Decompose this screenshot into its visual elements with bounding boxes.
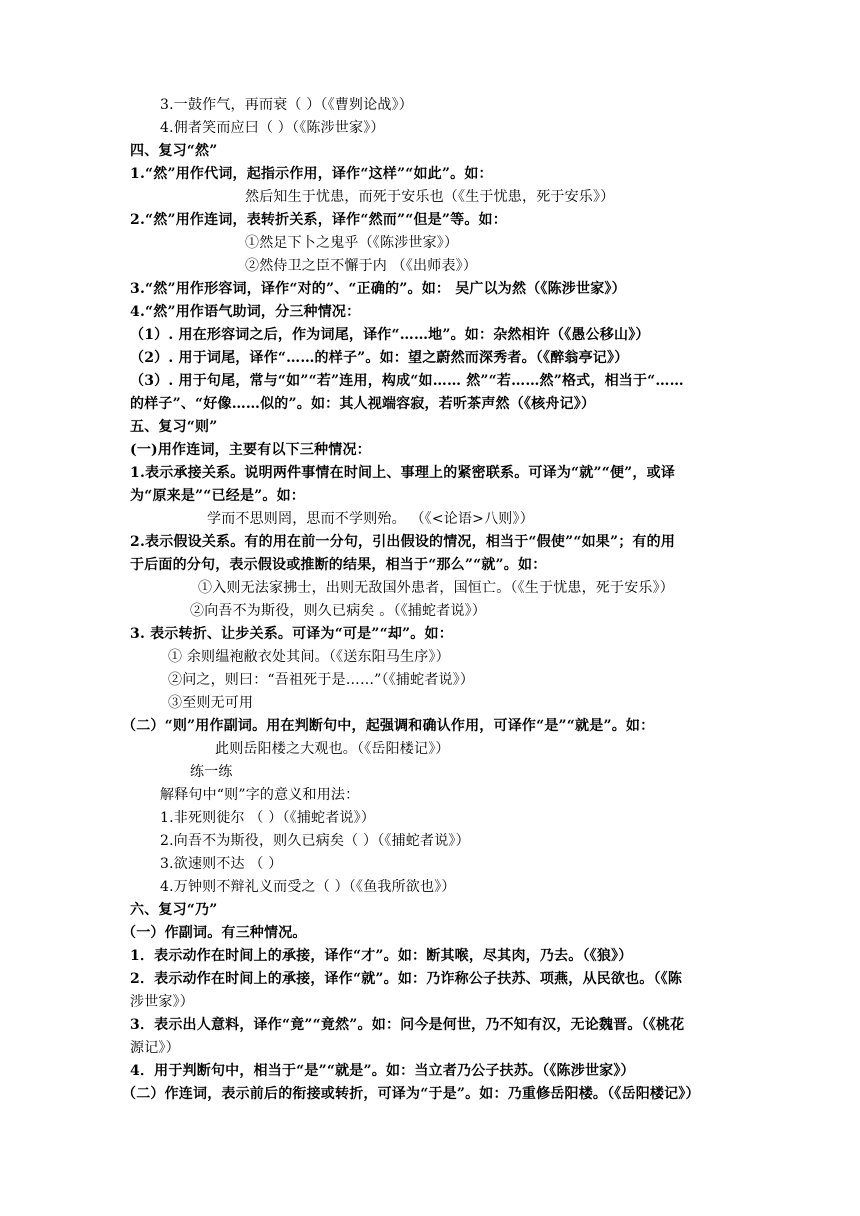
text-line: （3）. 用于句尾，常与“如”“若”连用，构成“如…… 然”“若……然”格式，相当于“……: [130, 373, 684, 389]
text-line: 3.一鼓作气，再而衰（ ）（《曹刿论战》）: [160, 97, 414, 113]
text-line: 五、复习“则”: [130, 419, 218, 435]
text-line: （2）. 用于词尾，译作“……的样子”。如：望之蔚然而深秀者。（《醉翁亭记》）: [130, 350, 629, 366]
text-line: ②问之，则曰：“吾祖死于是……”（《捕蛇者说》）: [168, 672, 475, 688]
text-line: 源记》）: [130, 1040, 180, 1056]
text-line: 1.非死则徙尔 （ ）（《捕蛇者说》）: [160, 810, 376, 826]
text-line: 于后面的分句，表示假设或推断的结果，相当于“那么”“就”。如：: [130, 557, 547, 573]
text-line: ① 余则缊袍敝衣处其间。（《送东阳马生序》）: [168, 649, 450, 665]
text-line: 3. 表示转折、让步关系。可译为“可是”“却”。如：: [130, 626, 453, 642]
text-line: （1）. 用在形容词之后，作为词尾，译作“……地”。如：杂然相许（《愚公移山》）: [130, 327, 650, 343]
text-line: 1.“然”用作代词，起指示作用，译作“这样”“如此”。如：: [130, 166, 493, 182]
text-line: 六、复习“乃”: [130, 902, 218, 918]
text-line: （二）“则”用作副词。用在判断句中，起强调和确认作用，可译作“是”“就是”。如：: [122, 718, 655, 734]
text-line: 1．表示动作在时间上的承接，译作“才”。如：断其喉，尽其肉，乃去。（《狼》）: [130, 948, 633, 964]
text-line: 的样子”、“好像……似的”。如：其人视端容寂，若听茶声然（《核舟记》）: [130, 396, 596, 412]
text-line: 2.“然”用作连词，表转折关系，译作“然而”“但是”等。如：: [130, 212, 507, 228]
text-line: 4.佣者笑而应曰（ ）（《陈涉世家》）: [160, 120, 385, 136]
text-line: ①入则无法家拂士，出则无敌国外患者，国恒亡。（《生于忧患，死于安乐》）: [198, 580, 674, 596]
text-line: 4.万钟则不辩礼义而受之（ ）（《鱼我所欲也》）: [160, 879, 456, 895]
text-line: ①然足下卜之鬼乎（《陈涉世家》）: [245, 235, 459, 251]
text-line: 此则岳阳楼之大观也。（《岳阳楼记》）: [215, 741, 450, 757]
text-line: ③至则无可用: [168, 695, 254, 711]
text-line: 4．用于判断句中，相当于“是”“就是”。如：当立者乃公子扶苏。（《陈涉世家》）: [130, 1063, 635, 1079]
text-line: （一）作副词。有三种情况。: [122, 925, 307, 941]
text-line: 2.表示假设关系。有的用在前一分句，引出假设的情况，相当于“假使”“如果”；有的用: [130, 534, 676, 550]
text-line: 练一练: [190, 764, 233, 780]
text-line: 为“原来是”“已经是”。如：: [130, 488, 306, 504]
text-line: 涉世家》）: [130, 994, 194, 1010]
text-line: 4.“然”用作语气助词，分三种情况：: [130, 304, 361, 320]
text-line: 四、复习“然”: [130, 143, 218, 159]
text-line: 3.“然”用作形容词，译作“对的”、“正确的”。如： 吴广以为然（《陈涉世家》）: [130, 281, 626, 297]
text-line: 2.向吾不为斯役，则久已病矣（ ）（《捕蛇者说》）: [160, 833, 470, 849]
text-line: 3.欲速则不达 （ ）: [160, 856, 283, 872]
text-line: 然后知生于忧患，而死于安乐也（《生于忧患，死于安乐》）: [245, 189, 615, 205]
text-line: 3．表示出人意料，译作“竟”“竟然”。如：问今是何世，乃不知有汉，无论魏晋。（《桃花: [130, 1017, 685, 1033]
text-line: ②向吾不为斯役，则久已病矣 。（《捕蛇者说》）: [190, 603, 487, 619]
text-line: 2．表示动作在时间上的承接，译作“就”。如：乃诈称公子扶苏、项燕，从民欲也。（《陈: [130, 971, 683, 987]
text-line: 学而不思则罔，思而不学则殆。 （《<论语>八则》）: [207, 511, 534, 527]
text-line: (一)用作连词，主要有以下三种情况：: [130, 442, 371, 458]
text-line: ②然侍卫之臣不懈于内 （《出师表》）: [245, 258, 478, 274]
text-line: 1.表示承接关系。说明两件事情在时间上、事理上的紧密联系。可译为“就”“便”，或译: [130, 465, 676, 481]
text-line: 解释句中“则”字的意义和用法：: [160, 787, 360, 803]
text-line: （二）作连词，表示前后的衔接或转折，可译为“于是”。如：乃重修岳阳楼。（《岳阳楼记》）: [122, 1086, 700, 1102]
